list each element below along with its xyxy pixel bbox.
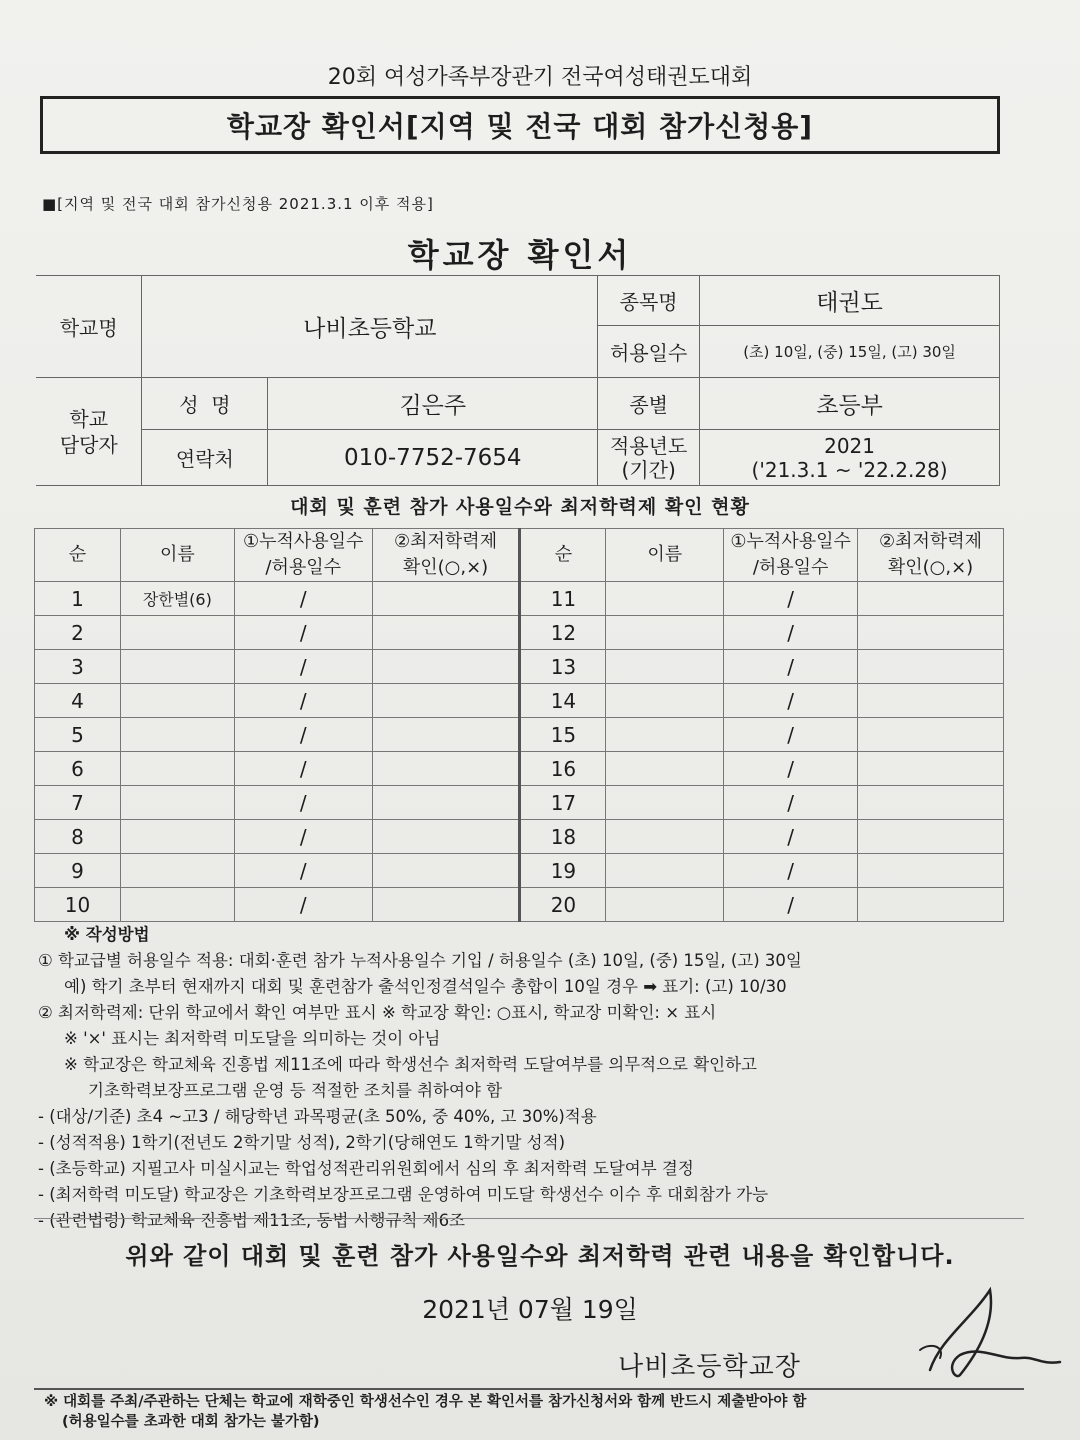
row-min-check bbox=[372, 820, 520, 854]
row-no: 2 bbox=[35, 616, 121, 650]
method-dash1: - (대상/기준) 초4 ~고3 / 해당학년 과목평균(초 50%, 중 40%, 고 30%)적용 bbox=[38, 1107, 597, 1126]
table-row bbox=[35, 752, 1004, 786]
header-min-academic bbox=[372, 529, 520, 582]
row-no: 1 bbox=[35, 582, 121, 616]
row-days: / bbox=[234, 820, 372, 854]
table-row bbox=[35, 854, 1004, 888]
issue-date: 2021년 07월 19일 bbox=[422, 1295, 638, 1324]
row-name-right bbox=[606, 820, 724, 854]
row-min-check bbox=[372, 616, 520, 650]
header-min-academic-line2: 확인(○,×) bbox=[402, 557, 489, 578]
allowed-days-label: 허용일수 bbox=[598, 326, 700, 378]
method-item2-line4: 기초학력보장프로그램 운영 등 적절한 조치를 취하여야 함 bbox=[88, 1081, 503, 1100]
row-min-check-right bbox=[858, 684, 1004, 718]
row-no-right: 20 bbox=[520, 888, 606, 922]
event-title: 20회 여성가족부장관기 전국여성태권도대회 bbox=[327, 65, 753, 90]
row-no: 8 bbox=[35, 820, 121, 854]
header-used-days-right-line2: /허용일수 bbox=[752, 557, 829, 578]
division-label: 종별 bbox=[598, 378, 700, 430]
row-no-right: 13 bbox=[520, 650, 606, 684]
table-row bbox=[35, 684, 1004, 718]
header-used-days-line2: /허용일수 bbox=[265, 557, 341, 578]
row-name-right bbox=[606, 582, 724, 616]
row-min-check bbox=[372, 684, 520, 718]
row-no: 3 bbox=[35, 650, 121, 684]
info-table bbox=[36, 275, 1000, 486]
row-no-right: 11 bbox=[520, 582, 606, 616]
row-name bbox=[120, 888, 234, 922]
row-days: / bbox=[234, 854, 372, 888]
event-label: 종목명 bbox=[598, 276, 700, 326]
form-title-box: 학교장 확인서[지역 및 전국 대회 참가신청용] bbox=[40, 96, 1000, 154]
table-row bbox=[35, 820, 1004, 854]
submission-note-line2: (허용일수를 초과한 대회 참가는 불가함) bbox=[62, 1414, 320, 1430]
submission-note-line1: ※ 대회를 주최/주관하는 단체는 학교에 재학중인 학생선수인 경우 본 확인서를 참가신청서와 함께 반드시 제출받아야 함 bbox=[44, 1394, 807, 1410]
method-dash5: - (관련법령) 학교체육 진흥법 제11조, 동법 시행규칙 제6조 bbox=[38, 1211, 465, 1230]
row-days: / bbox=[234, 650, 372, 684]
footer-divider bbox=[34, 1388, 1024, 1390]
method-dash4: - (최저학력 미도달) 학교장은 기초학력보장프로그램 운영하여 미도달 학생선수 이수 후 대회참가 가능 bbox=[38, 1185, 769, 1204]
row-no-right: 18 bbox=[520, 820, 606, 854]
row-days: / bbox=[234, 752, 372, 786]
row-min-check-right bbox=[858, 650, 1004, 684]
row-days-right: / bbox=[724, 718, 858, 752]
row-no-right: 19 bbox=[520, 854, 606, 888]
row-name-right bbox=[606, 786, 724, 820]
confirmation-statement: 위와 같이 대회 및 훈련 참가 사용일수와 최저학력 관련 내용을 확인합니다. bbox=[125, 1242, 955, 1270]
row-min-check bbox=[372, 854, 520, 888]
staff-label-line1: 학교 bbox=[69, 406, 109, 431]
row-name bbox=[120, 854, 234, 888]
row-min-check bbox=[372, 786, 520, 820]
method-dash2: - (성적적용) 1학기(전년도 2학기말 성적), 2학기(당해연도 1학기말 성적) bbox=[38, 1133, 566, 1152]
period-year: 2021 bbox=[824, 433, 876, 458]
document-title: 학교장 확인서 bbox=[407, 236, 633, 274]
name-value: 김은주 bbox=[268, 378, 598, 430]
row-name-right bbox=[606, 718, 724, 752]
header-used-days-right bbox=[724, 529, 858, 582]
table-row bbox=[35, 718, 1004, 752]
row-no: 9 bbox=[35, 854, 121, 888]
row-name bbox=[120, 616, 234, 650]
method-dash3: - (초등학교) 지필고사 미실시교는 학업성적관리위원회에서 심의 후 최저학력 도달여부 결정 bbox=[38, 1159, 694, 1178]
status-header-row bbox=[35, 529, 1004, 582]
row-min-check-right bbox=[858, 888, 1004, 922]
row-min-check bbox=[372, 650, 520, 684]
row-days: / bbox=[234, 888, 372, 922]
method-heading: ※ 작성방법 bbox=[64, 925, 150, 944]
header-name-right: 이름 bbox=[606, 529, 724, 582]
row-days-right: / bbox=[724, 616, 858, 650]
staff-label bbox=[36, 378, 142, 486]
row-days: / bbox=[234, 582, 372, 616]
row-days: / bbox=[234, 684, 372, 718]
row-name: 장한별(6) bbox=[120, 582, 234, 616]
row-days-right: / bbox=[724, 854, 858, 888]
row-days-right: / bbox=[724, 786, 858, 820]
row-name-right bbox=[606, 684, 724, 718]
row-min-check-right bbox=[858, 854, 1004, 888]
row-no-right: 12 bbox=[520, 616, 606, 650]
row-no-right: 17 bbox=[520, 786, 606, 820]
school-label: 학교명 bbox=[36, 276, 142, 378]
row-name-right bbox=[606, 888, 724, 922]
row-no: 10 bbox=[35, 888, 121, 922]
row-name bbox=[120, 786, 234, 820]
period-label-line2: (기간) bbox=[621, 457, 676, 482]
division-value: 초등부 bbox=[700, 378, 1000, 430]
row-days: / bbox=[234, 718, 372, 752]
header-used-days-line1: ①누적사용일수 bbox=[242, 531, 364, 552]
row-days-right: / bbox=[724, 888, 858, 922]
header-min-academic-right bbox=[858, 529, 1004, 582]
school-name: 나비초등학교 bbox=[142, 276, 598, 378]
row-min-check-right bbox=[858, 718, 1004, 752]
method-item1-line1: ① 학교급별 허용일수 적용: 대회·훈련 참가 누적사용일수 기입 / 허용일수 (초) 10일, (중) 15일, (고) 30일 bbox=[38, 951, 802, 970]
row-min-check bbox=[372, 718, 520, 752]
row-min-check-right bbox=[858, 752, 1004, 786]
row-min-check bbox=[372, 752, 520, 786]
divider bbox=[34, 1218, 1024, 1219]
row-no-right: 15 bbox=[520, 718, 606, 752]
row-no-right: 14 bbox=[520, 684, 606, 718]
name-label: 성 명 bbox=[142, 378, 268, 430]
header-no-right: 순 bbox=[520, 529, 606, 582]
method-item2-line3: ※ 학교장은 학교체육 진흥법 제11조에 따라 학생선수 최저학력 도달여부를 의무적으로 확인하고 bbox=[64, 1055, 757, 1074]
row-days-right: / bbox=[724, 582, 858, 616]
row-no: 7 bbox=[35, 786, 121, 820]
header-no: 순 bbox=[35, 529, 121, 582]
row-days-right: / bbox=[724, 650, 858, 684]
contact-label: 연락처 bbox=[142, 430, 268, 486]
period-label bbox=[598, 430, 700, 486]
header-min-academic-right-line2: 확인(○,×) bbox=[887, 557, 974, 578]
header-min-academic-right-line1: ②최저학력제 bbox=[878, 531, 983, 552]
row-no: 6 bbox=[35, 752, 121, 786]
table-row bbox=[35, 786, 1004, 820]
allowed-days-value: (초) 10일, (중) 15일, (고) 30일 bbox=[700, 326, 1000, 378]
row-name bbox=[120, 820, 234, 854]
row-min-check bbox=[372, 888, 520, 922]
row-name-right bbox=[606, 752, 724, 786]
row-days-right: / bbox=[724, 820, 858, 854]
row-name bbox=[120, 752, 234, 786]
row-min-check-right bbox=[858, 616, 1004, 650]
table-row bbox=[35, 650, 1004, 684]
event-value: 태권도 bbox=[700, 276, 1000, 326]
application-note: ■[지역 및 전국 대회 참가신청용 2021.3.1 이후 적용] bbox=[42, 195, 434, 213]
row-days: / bbox=[234, 616, 372, 650]
header-min-academic-line1: ②최저학력제 bbox=[394, 531, 498, 552]
period-range: ('21.3.1 ~ '22.2.28) bbox=[751, 457, 948, 482]
period-label-line1: 적용년도 bbox=[610, 433, 688, 458]
method-item1-line2: 예) 학기 초부터 현재까지 대회 및 훈련참가 출석인정결석일수 총합이 10일 경우 ➡ 표기: (고) 10/30 bbox=[64, 977, 787, 996]
writing-method-section bbox=[38, 922, 1018, 1234]
row-days: / bbox=[234, 786, 372, 820]
method-item2-line2: ※ '×' 표시는 최저학력 미도달을 의미하는 것이 아님 bbox=[64, 1029, 441, 1048]
row-name bbox=[120, 684, 234, 718]
row-days-right: / bbox=[724, 752, 858, 786]
row-name bbox=[120, 718, 234, 752]
row-days-right: / bbox=[724, 684, 858, 718]
row-no: 5 bbox=[35, 718, 121, 752]
table-row bbox=[35, 888, 1004, 922]
period-value bbox=[700, 430, 1000, 486]
row-name-right bbox=[606, 616, 724, 650]
row-name bbox=[120, 650, 234, 684]
table-row bbox=[35, 616, 1004, 650]
row-name-right bbox=[606, 650, 724, 684]
submission-note bbox=[44, 1392, 1044, 1432]
row-no: 4 bbox=[35, 684, 121, 718]
row-no-right: 16 bbox=[520, 752, 606, 786]
row-name-right bbox=[606, 854, 724, 888]
table-row bbox=[35, 582, 1004, 616]
contact-value: 010-7752-7654 bbox=[268, 430, 598, 486]
row-min-check-right bbox=[858, 820, 1004, 854]
header-used-days bbox=[234, 529, 372, 582]
staff-label-line2: 담당자 bbox=[59, 432, 118, 457]
row-min-check-right bbox=[858, 786, 1004, 820]
principal-name: 나비초등학교장 bbox=[618, 1352, 801, 1382]
header-name: 이름 bbox=[120, 529, 234, 582]
status-table bbox=[34, 528, 1004, 922]
row-min-check-right bbox=[858, 582, 1004, 616]
signature-mark bbox=[900, 1280, 1070, 1400]
method-item2-line1: ② 최저학력제: 단위 학교에서 확인 여부만 표시 ※ 학교장 확인: ○표시, 학교장 미확인: × 표시 bbox=[38, 1003, 717, 1022]
row-min-check bbox=[372, 582, 520, 616]
header-used-days-right-line1: ①누적사용일수 bbox=[730, 531, 851, 552]
status-section-title: 대회 및 훈련 참가 사용일수와 최저학력제 확인 현황 bbox=[290, 496, 750, 518]
